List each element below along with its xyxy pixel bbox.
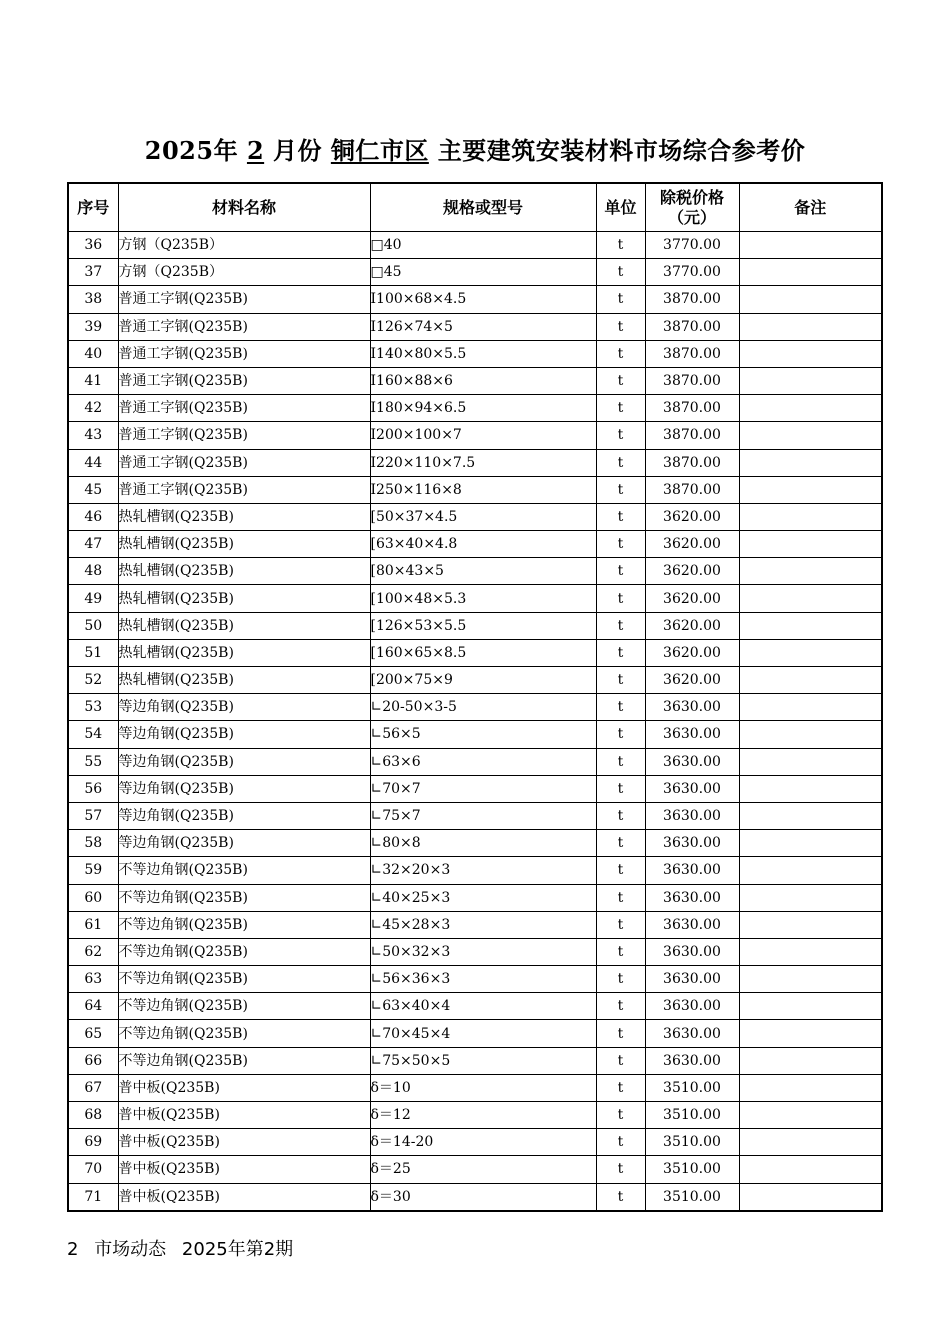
cell-remark [739,1074,882,1101]
cell-material-name: 热轧槽钢(Q235B) [118,612,370,639]
cell-unit: t [596,531,645,558]
table-row [68,1129,882,1156]
cell-no: 47 [68,531,118,558]
cell-spec: [160×65×8.5 [370,639,596,666]
cell-spec: [80×43×5 [370,558,596,585]
cell-price: 3630.00 [645,1047,739,1074]
cell-no: 68 [68,1102,118,1129]
page-title [0,131,950,166]
cell-remark [739,422,882,449]
cell-no: 67 [68,1074,118,1101]
cell-unit: t [596,884,645,911]
table-row [68,667,882,694]
cell-material-name: 普中板(Q235B) [118,1129,370,1156]
header-no: 序号 [68,183,118,232]
table-row [68,476,882,503]
cell-unit: t [596,340,645,367]
table-row [68,259,882,286]
cell-price: 3620.00 [645,612,739,639]
table-row [68,367,882,394]
cell-spec: [63×40×4.8 [370,531,596,558]
cell-unit: t [596,612,645,639]
cell-price: 3630.00 [645,748,739,775]
cell-unit: t [596,911,645,938]
cell-no: 58 [68,830,118,857]
cell-price: 3870.00 [645,449,739,476]
table-row [68,775,882,802]
cell-no: 44 [68,449,118,476]
cell-remark [739,232,882,259]
table-row [68,558,882,585]
cell-price: 3870.00 [645,313,739,340]
table-header-row [68,183,882,232]
cell-remark [739,286,882,313]
title-city: 铜仁市区 [330,136,429,165]
table-row [68,422,882,449]
cell-price: 3630.00 [645,911,739,938]
cell-no: 63 [68,966,118,993]
table-row [68,938,882,965]
cell-spec: ∟20-50×3-5 [370,694,596,721]
cell-remark [739,1102,882,1129]
cell-spec: I200×100×7 [370,422,596,449]
cell-spec: I140×80×5.5 [370,340,596,367]
cell-material-name: 等边角钢(Q235B) [118,802,370,829]
cell-price: 3510.00 [645,1129,739,1156]
cell-material-name: 等边角钢(Q235B) [118,721,370,748]
cell-price: 3870.00 [645,422,739,449]
cell-no: 55 [68,748,118,775]
cell-material-name: 等边角钢(Q235B) [118,748,370,775]
cell-no: 48 [68,558,118,585]
cell-spec: ∟80×8 [370,830,596,857]
cell-unit: t [596,694,645,721]
cell-spec: δ＝30 [370,1183,596,1211]
cell-remark [739,1156,882,1183]
cell-price: 3770.00 [645,259,739,286]
cell-price: 3630.00 [645,1020,739,1047]
footer-page-number: 2 [67,1239,79,1260]
cell-remark [739,802,882,829]
cell-material-name: 方钢（Q235B） [118,259,370,286]
cell-unit: t [596,748,645,775]
cell-price: 3870.00 [645,286,739,313]
cell-unit: t [596,1102,645,1129]
cell-price: 3630.00 [645,993,739,1020]
cell-material-name: 普通工字钢(Q235B) [118,313,370,340]
table-row [68,449,882,476]
cell-no: 57 [68,802,118,829]
cell-remark [739,857,882,884]
cell-no: 46 [68,503,118,530]
cell-no: 51 [68,639,118,666]
cell-material-name: 等边角钢(Q235B) [118,694,370,721]
page-footer [67,1235,303,1261]
cell-spec: ∟70×45×4 [370,1020,596,1047]
cell-unit: t [596,1020,645,1047]
cell-remark [739,748,882,775]
cell-unit: t [596,1047,645,1074]
cell-spec: δ＝10 [370,1074,596,1101]
cell-price: 3630.00 [645,694,739,721]
cell-no: 66 [68,1047,118,1074]
cell-material-name: 不等边角钢(Q235B) [118,911,370,938]
cell-unit: t [596,775,645,802]
cell-price: 3620.00 [645,667,739,694]
cell-spec: ∟56×36×3 [370,966,596,993]
cell-remark [739,1020,882,1047]
title-year: 2025年 [144,136,239,165]
cell-remark [739,313,882,340]
cell-unit: t [596,286,645,313]
table-row [68,1183,882,1211]
table-row [68,1020,882,1047]
cell-no: 62 [68,938,118,965]
cell-no: 45 [68,476,118,503]
cell-spec: □45 [370,259,596,286]
cell-unit: t [596,313,645,340]
cell-material-name: 热轧槽钢(Q235B) [118,667,370,694]
table-row [68,911,882,938]
cell-unit: t [596,1183,645,1211]
cell-spec: ∟75×7 [370,802,596,829]
cell-spec: δ＝25 [370,1156,596,1183]
title-month: 2 [246,136,265,165]
table-row [68,232,882,259]
table-row [68,857,882,884]
footer-publication: 市场动态 [94,1239,167,1260]
cell-no: 49 [68,585,118,612]
table-row [68,395,882,422]
cell-spec: [50×37×4.5 [370,503,596,530]
cell-material-name: 普中板(Q235B) [118,1074,370,1101]
cell-remark [739,1047,882,1074]
cell-unit: t [596,232,645,259]
cell-unit: t [596,585,645,612]
table-row [68,721,882,748]
cell-spec: ∟63×6 [370,748,596,775]
table-row [68,585,882,612]
cell-no: 43 [68,422,118,449]
cell-spec: I220×110×7.5 [370,449,596,476]
cell-remark [739,476,882,503]
cell-remark [739,531,882,558]
cell-remark [739,1129,882,1156]
cell-remark [739,340,882,367]
cell-remark [739,395,882,422]
cell-remark [739,259,882,286]
cell-no: 36 [68,232,118,259]
cell-price: 3620.00 [645,503,739,530]
cell-material-name: 热轧槽钢(Q235B) [118,503,370,530]
cell-no: 39 [68,313,118,340]
cell-spec: I160×88×6 [370,367,596,394]
header-price-line1: 除税价格 [659,187,724,207]
table-body [68,232,882,1211]
cell-no: 53 [68,694,118,721]
cell-price: 3630.00 [645,775,739,802]
cell-material-name: 普通工字钢(Q235B) [118,476,370,503]
cell-no: 40 [68,340,118,367]
table-row [68,313,882,340]
cell-no: 61 [68,911,118,938]
cell-price: 3630.00 [645,721,739,748]
cell-spec: ∟32×20×3 [370,857,596,884]
cell-price: 3870.00 [645,367,739,394]
cell-price: 3870.00 [645,395,739,422]
table-row [68,531,882,558]
cell-material-name: 普通工字钢(Q235B) [118,422,370,449]
cell-spec: ∟56×5 [370,721,596,748]
table-row [68,966,882,993]
cell-no: 52 [68,667,118,694]
cell-price: 3620.00 [645,639,739,666]
cell-unit: t [596,558,645,585]
cell-remark [739,558,882,585]
cell-unit: t [596,367,645,394]
cell-price: 3620.00 [645,531,739,558]
cell-material-name: 不等边角钢(Q235B) [118,1020,370,1047]
table-row [68,286,882,313]
cell-material-name: 不等边角钢(Q235B) [118,884,370,911]
cell-remark [739,911,882,938]
cell-no: 56 [68,775,118,802]
cell-unit: t [596,1156,645,1183]
cell-material-name: 普通工字钢(Q235B) [118,340,370,367]
cell-remark [739,721,882,748]
cell-remark [739,993,882,1020]
cell-price: 3770.00 [645,232,739,259]
cell-unit: t [596,721,645,748]
cell-unit: t [596,966,645,993]
cell-remark [739,367,882,394]
cell-unit: t [596,1074,645,1101]
cell-material-name: 不等边角钢(Q235B) [118,938,370,965]
cell-spec: δ＝14-20 [370,1129,596,1156]
cell-material-name: 普通工字钢(Q235B) [118,395,370,422]
table-row [68,830,882,857]
cell-no: 64 [68,993,118,1020]
cell-material-name: 普中板(Q235B) [118,1102,370,1129]
cell-remark [739,830,882,857]
cell-no: 65 [68,1020,118,1047]
cell-material-name: 普中板(Q235B) [118,1156,370,1183]
cell-material-name: 方钢（Q235B） [118,232,370,259]
cell-no: 69 [68,1129,118,1156]
cell-remark [739,1183,882,1211]
cell-material-name: 等边角钢(Q235B) [118,775,370,802]
cell-remark [739,966,882,993]
cell-material-name: 热轧槽钢(Q235B) [118,531,370,558]
cell-spec: δ＝12 [370,1102,596,1129]
cell-unit: t [596,1129,645,1156]
cell-remark [739,612,882,639]
cell-material-name: 普通工字钢(Q235B) [118,367,370,394]
cell-remark [739,775,882,802]
cell-price: 3630.00 [645,802,739,829]
cell-spec: I100×68×4.5 [370,286,596,313]
table-row [68,1102,882,1129]
cell-material-name: 热轧槽钢(Q235B) [118,585,370,612]
table-row [68,993,882,1020]
cell-no: 71 [68,1183,118,1211]
cell-spec: ∟70×7 [370,775,596,802]
cell-spec: I180×94×6.5 [370,395,596,422]
cell-spec: ∟63×40×4 [370,993,596,1020]
cell-spec: I250×116×8 [370,476,596,503]
cell-material-name: 热轧槽钢(Q235B) [118,558,370,585]
header-price-line2: （元） [667,207,716,227]
cell-no: 50 [68,612,118,639]
cell-price: 3510.00 [645,1074,739,1101]
cell-material-name: 热轧槽钢(Q235B) [118,639,370,666]
cell-unit: t [596,639,645,666]
table-row [68,884,882,911]
cell-price: 3870.00 [645,476,739,503]
cell-unit: t [596,830,645,857]
cell-remark [739,639,882,666]
cell-no: 59 [68,857,118,884]
table-row [68,1074,882,1101]
cell-remark [739,585,882,612]
header-unit: 单位 [596,183,645,232]
cell-no: 60 [68,884,118,911]
cell-price: 3510.00 [645,1183,739,1211]
cell-material-name: 不等边角钢(Q235B) [118,993,370,1020]
price-table [67,182,883,1212]
cell-price: 3630.00 [645,938,739,965]
table-row [68,503,882,530]
cell-material-name: 不等边角钢(Q235B) [118,1047,370,1074]
cell-unit: t [596,449,645,476]
cell-spec: ∟50×32×3 [370,938,596,965]
title-month-suffix: 月份 [273,136,322,165]
cell-remark [739,503,882,530]
cell-material-name: 普通工字钢(Q235B) [118,286,370,313]
header-spec: 规格或型号 [370,183,596,232]
table-row [68,639,882,666]
cell-price: 3870.00 [645,340,739,367]
table-row [68,694,882,721]
cell-price: 3630.00 [645,830,739,857]
cell-spec: [100×48×5.3 [370,585,596,612]
cell-unit: t [596,857,645,884]
cell-material-name: 不等边角钢(Q235B) [118,966,370,993]
cell-unit: t [596,422,645,449]
cell-remark [739,884,882,911]
header-price [645,183,739,232]
cell-remark [739,449,882,476]
cell-price: 3630.00 [645,857,739,884]
cell-remark [739,667,882,694]
table-row [68,612,882,639]
cell-no: 70 [68,1156,118,1183]
cell-no: 41 [68,367,118,394]
header-name: 材料名称 [118,183,370,232]
cell-material-name: 普通工字钢(Q235B) [118,449,370,476]
cell-spec: ∟75×50×5 [370,1047,596,1074]
cell-price: 3620.00 [645,585,739,612]
cell-material-name: 普中板(Q235B) [118,1183,370,1211]
cell-spec: ∟40×25×3 [370,884,596,911]
cell-remark [739,694,882,721]
cell-spec: I126×74×5 [370,313,596,340]
cell-remark [739,938,882,965]
cell-price: 3510.00 [645,1156,739,1183]
cell-material-name: 等边角钢(Q235B) [118,830,370,857]
cell-spec: [126×53×5.5 [370,612,596,639]
cell-no: 37 [68,259,118,286]
cell-unit: t [596,993,645,1020]
cell-spec: ∟45×28×3 [370,911,596,938]
table-row [68,748,882,775]
title-rest: 主要建筑安装材料市场综合参考价 [437,136,806,165]
cell-spec: [200×75×9 [370,667,596,694]
cell-no: 54 [68,721,118,748]
cell-spec: □40 [370,232,596,259]
table-row [68,340,882,367]
table-row [68,1047,882,1074]
cell-unit: t [596,476,645,503]
cell-unit: t [596,802,645,829]
cell-price: 3510.00 [645,1102,739,1129]
cell-material-name: 不等边角钢(Q235B) [118,857,370,884]
cell-no: 38 [68,286,118,313]
table-row [68,1156,882,1183]
cell-no: 42 [68,395,118,422]
cell-unit: t [596,259,645,286]
cell-unit: t [596,395,645,422]
cell-price: 3630.00 [645,966,739,993]
cell-unit: t [596,938,645,965]
cell-price: 3620.00 [645,558,739,585]
cell-price: 3630.00 [645,884,739,911]
table-row [68,802,882,829]
header-remark: 备注 [739,183,882,232]
footer-issue: 2025年第2期 [181,1239,294,1260]
cell-unit: t [596,503,645,530]
cell-unit: t [596,667,645,694]
